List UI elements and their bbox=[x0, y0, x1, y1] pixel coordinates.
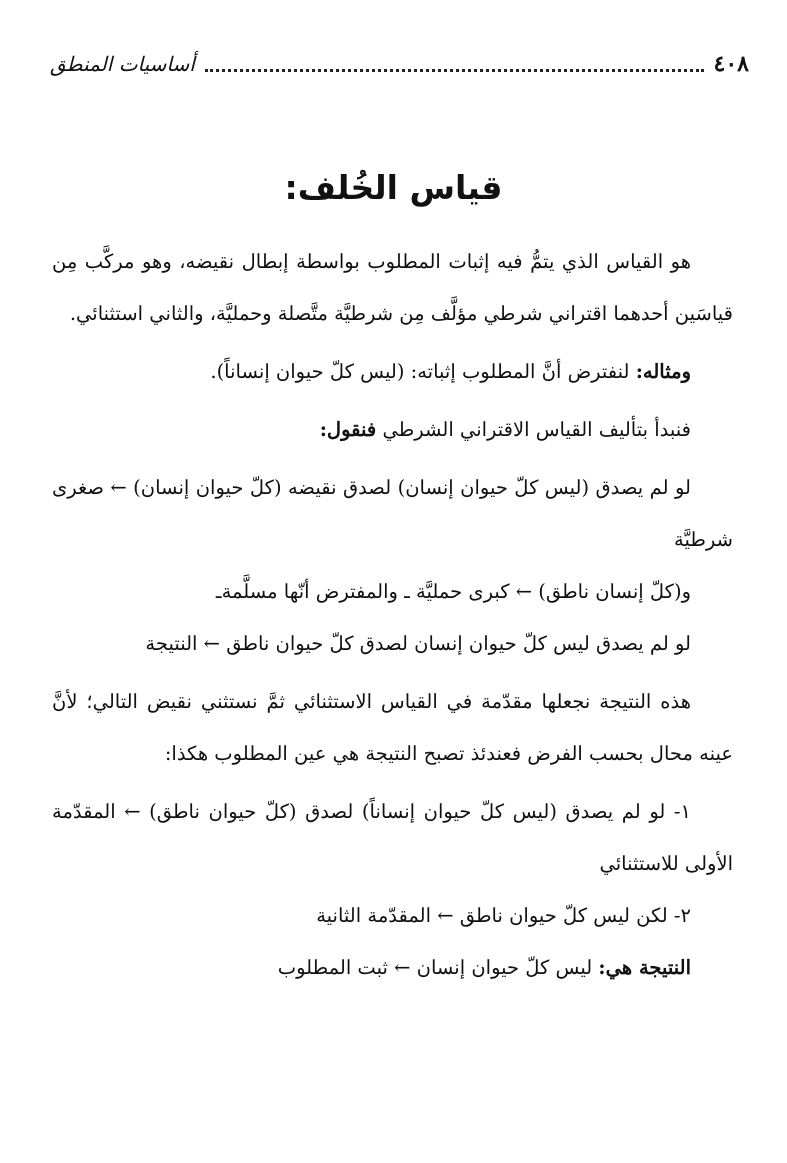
running-book-title: أساسيات المنطق bbox=[50, 52, 195, 76]
definition-paragraph: هو القياس الذي يتمُّ فيه إثبات المطلوب بواسطة إبطال نقيضه، وهو مركَّب مِن قياسَين أحدهما اقتراني شرطي مؤلَّف مِن شرطيَّة متَّصلة وحمليَّة، والثاني استثنائي. bbox=[52, 250, 733, 325]
header-dotted-leader bbox=[205, 69, 704, 72]
example-text: لنفترض أنَّ المطلوب إثباته: (ليس كلّ حيوان إنساناً). bbox=[210, 360, 636, 383]
page-header bbox=[50, 44, 749, 84]
step-one-paragraph: ١- لو لم يصدق (ليس كلّ حيوان إنساناً) لصدق (كلّ حيوان ناطق) ← المقدّمة الأولى للاستثنائي bbox=[52, 800, 733, 875]
conclusion-text: ليس كلّ حيوان إنسان ← ثبت المطلوب bbox=[277, 956, 599, 979]
explanation-paragraph: هذه النتيجة نجعلها مقدّمة في القياس الاستثنائي ثمَّ نستثني نقيض التالي؛ لأنَّ عينه محال بحسب الفرض فعندئذ تصبح النتيجة هي عين المطلوب هكذا: bbox=[52, 690, 733, 765]
page-body bbox=[52, 236, 733, 994]
conclusion-label: النتيجة هي: bbox=[598, 956, 691, 979]
major-premise-paragraph: و(كلّ إنسان ناطق) ← كبرى حمليَّة ـ والمفترض أنّها مسلَّمةـ bbox=[215, 580, 691, 603]
page-number: ٤٠٨ bbox=[713, 51, 749, 77]
example-label: ومثاله: bbox=[635, 360, 691, 383]
begin-label: فنقول: bbox=[319, 418, 377, 441]
example-paragraph bbox=[52, 346, 733, 398]
step-two-paragraph: ٢- لكن ليس كلّ حيوان ناطق ← المقدّمة الثانية bbox=[316, 904, 691, 927]
minor-premise-paragraph: لو لم يصدق (ليس كلّ حيوان إنسان) لصدق نقيضه (كلّ حيوان إنسان) ← صغرى شرطيَّة bbox=[52, 476, 733, 551]
begin-text: فنبدأ بتأليف القياس الاقتراني الشرطي bbox=[376, 418, 691, 441]
conclusion-paragraph bbox=[52, 942, 733, 994]
result-paragraph: لو لم يصدق ليس كلّ حيوان إنسان لصدق كلّ حيوان ناطق ← النتيجة bbox=[145, 632, 691, 655]
begin-paragraph bbox=[52, 404, 733, 456]
section-heading: قياس الخُلف: bbox=[284, 168, 503, 207]
